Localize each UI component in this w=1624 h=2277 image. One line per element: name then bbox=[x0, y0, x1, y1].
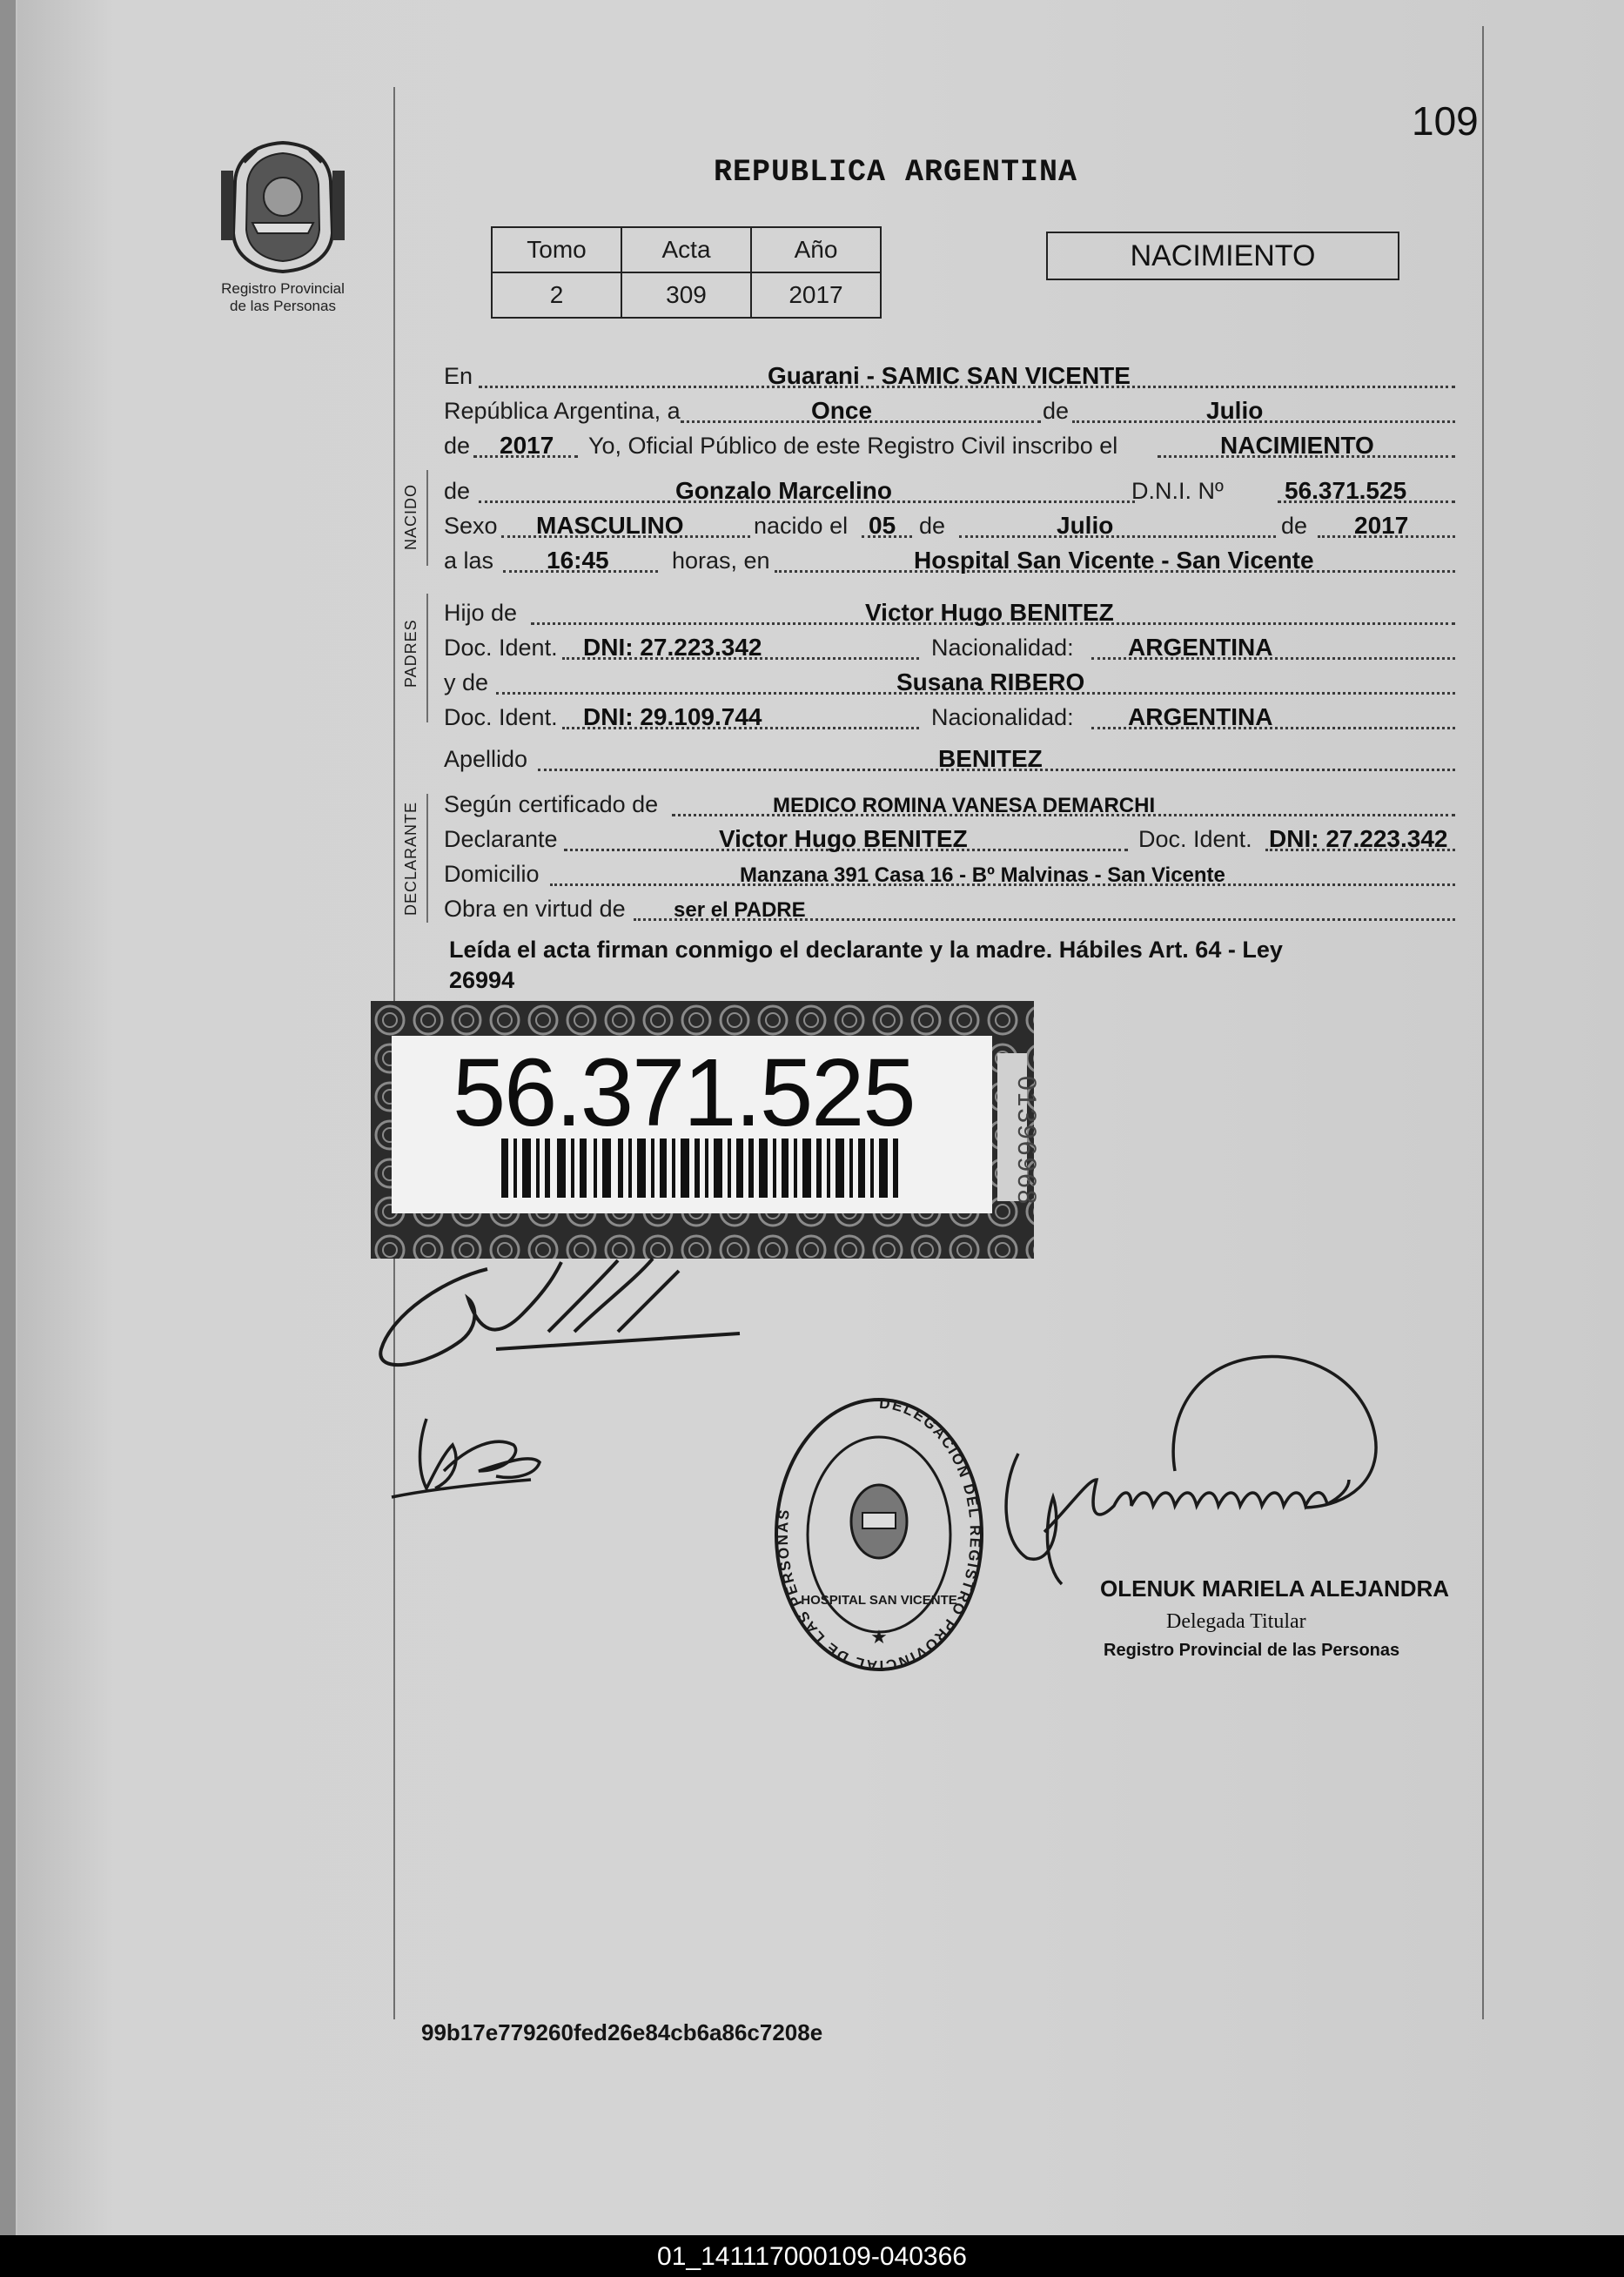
value-mother-nat: ARGENTINA bbox=[1128, 703, 1273, 730]
label-apellido: Apellido bbox=[444, 746, 528, 772]
label-republica: República Argentina, a bbox=[444, 398, 681, 424]
value-apellido: BENITEZ bbox=[938, 745, 1043, 772]
label-y-de: y de bbox=[444, 669, 489, 695]
document-type-box: NACIMIENTO bbox=[1046, 232, 1399, 280]
label-de-year: de bbox=[444, 433, 471, 459]
line-obra bbox=[444, 891, 1455, 926]
page-title: REPUBLICA ARGENTINA bbox=[714, 155, 1078, 190]
value-certificado: MEDICO ROMINA VANESA DEMARCHI bbox=[773, 794, 1156, 817]
stamp-outer-text: DELEGACION DEL REGISTRO PROVINCIAL DE LAS PERSONAS bbox=[774, 1394, 984, 1675]
line-republica bbox=[444, 393, 1455, 428]
label-de-birth-year: de bbox=[1281, 513, 1308, 539]
value-father-doc: DNI: 27.223.342 bbox=[583, 634, 762, 661]
side-label-padres: PADRES bbox=[402, 619, 419, 688]
sticker-serial: 01396968 bbox=[1012, 1076, 1041, 1206]
label-dni: D.N.I. Nº bbox=[1131, 478, 1224, 504]
label-father-doc: Doc. Ident. bbox=[444, 635, 558, 661]
side-label-nacido: NACIDO bbox=[402, 483, 419, 550]
value-name: Gonzalo Marcelino bbox=[675, 477, 892, 504]
signatory-title: Delegada Titular bbox=[1166, 1610, 1306, 1633]
line-domicilio bbox=[444, 856, 1455, 891]
line-certificado bbox=[444, 787, 1455, 822]
document-hash: 99b17e779260fed26e84cb6a86c7208e bbox=[421, 2019, 823, 2045]
label-certificado: Según certificado de bbox=[444, 791, 659, 817]
footer-file-id: 01_141117000109-040366 bbox=[657, 2242, 967, 2271]
logo-caption bbox=[191, 280, 374, 315]
logo-caption-line1: Registro Provincial bbox=[221, 280, 345, 297]
registry-table bbox=[491, 226, 882, 319]
value-obra: ser el PADRE bbox=[674, 898, 806, 922]
header-acta: Acta bbox=[621, 227, 751, 272]
logo-caption-line2: de las Personas bbox=[230, 298, 336, 314]
value-father: Victor Hugo BENITEZ bbox=[865, 599, 1114, 626]
label-de-birth-month: de bbox=[919, 513, 946, 539]
value-anio: 2017 bbox=[751, 272, 881, 318]
value-month: Julio bbox=[1206, 397, 1264, 424]
label-hijo-de: Hijo de bbox=[444, 600, 518, 626]
signature-madre bbox=[383, 1410, 557, 1515]
label-horas: horas, en bbox=[672, 547, 770, 574]
value-birth-month: Julio bbox=[1057, 512, 1114, 539]
line-sexo bbox=[444, 508, 1455, 543]
value-father-nat: ARGENTINA bbox=[1128, 634, 1273, 661]
stamp-star-icon: ★ bbox=[870, 1627, 888, 1649]
line-apellido bbox=[444, 742, 1455, 776]
right-margin-rule bbox=[1482, 26, 1484, 2019]
value-birth-day: 05 bbox=[869, 512, 896, 539]
value-tomo: 2 bbox=[492, 272, 621, 318]
province-seal-logo bbox=[218, 136, 348, 275]
section-rule-padres bbox=[426, 594, 428, 722]
value-mother-doc: DNI: 29.109.744 bbox=[583, 703, 762, 730]
sticker-number: 56.371.525 bbox=[453, 1039, 915, 1146]
line-father-doc bbox=[444, 630, 1455, 665]
label-name: de bbox=[444, 478, 471, 504]
header-anio: Año bbox=[751, 227, 881, 272]
header-tomo: Tomo bbox=[492, 227, 621, 272]
side-label-declarante: DECLARANTE bbox=[402, 801, 419, 916]
label-obra: Obra en virtud de bbox=[444, 896, 626, 922]
section-rule-nacido bbox=[426, 470, 428, 566]
label-en: En bbox=[444, 363, 473, 389]
line-mother-doc bbox=[444, 700, 1455, 735]
line-declarante bbox=[444, 822, 1455, 856]
signatory-org: Registro Provincial de las Personas bbox=[1104, 1641, 1400, 1660]
line-oficial bbox=[444, 428, 1455, 463]
official-stamp bbox=[770, 1391, 988, 1678]
scan-edge bbox=[0, 0, 16, 2235]
label-de-month: de bbox=[1043, 398, 1070, 424]
signature-delegada bbox=[992, 1349, 1419, 1610]
stamp-inner-text: HOSPITAL SAN VICENTE bbox=[801, 1593, 957, 1608]
label-domicilio: Domicilio bbox=[444, 861, 540, 887]
value-year: 2017 bbox=[500, 432, 554, 459]
label-mother-doc: Doc. Ident. bbox=[444, 704, 558, 730]
value-birth-time: 16:45 bbox=[547, 547, 609, 574]
line-time-place bbox=[444, 543, 1455, 578]
label-mother-nat: Nacionalidad: bbox=[931, 704, 1074, 730]
label-declarante: Declarante bbox=[444, 826, 558, 852]
value-dni: 56.371.525 bbox=[1285, 477, 1407, 504]
value-inscribo: NACIMIENTO bbox=[1220, 432, 1374, 459]
line-hijo-de bbox=[444, 595, 1455, 630]
label-oficial: Yo, Oficial Público de este Registro Civil inscribo el bbox=[588, 433, 1118, 459]
section-rule-declarante bbox=[426, 794, 428, 923]
value-decl-doc: DNI: 27.223.342 bbox=[1269, 825, 1448, 852]
label-decl-doc: Doc. Ident. bbox=[1138, 826, 1252, 852]
value-en: Guarani - SAMIC SAN VICENTE bbox=[768, 362, 1131, 389]
page-number: 109 bbox=[1412, 98, 1479, 144]
value-sexo: MASCULINO bbox=[536, 512, 684, 539]
label-sexo: Sexo bbox=[444, 513, 498, 539]
label-nacido: nacido el bbox=[754, 513, 849, 539]
value-declarante: Victor Hugo BENITEZ bbox=[719, 825, 968, 852]
closing-line1: Leída el acta firman conmigo el declarante y la madre. Hábiles Art. 64 - Ley bbox=[449, 937, 1283, 963]
signatory-name: OLENUK MARIELA ALEJANDRA bbox=[1100, 1575, 1450, 1602]
signature-declarante bbox=[374, 1253, 783, 1384]
label-a-las: a las bbox=[444, 547, 494, 574]
value-day-words: Once bbox=[811, 397, 873, 424]
line-name bbox=[444, 474, 1455, 508]
closing-statement bbox=[449, 935, 1459, 996]
value-birth-place: Hospital San Vicente - San Vicente bbox=[914, 547, 1314, 574]
value-acta: 309 bbox=[621, 272, 751, 318]
value-domicilio: Manzana 391 Casa 16 - Bº Malvinas - San Vicente bbox=[740, 863, 1225, 887]
line-y-de bbox=[444, 665, 1455, 700]
closing-line2: 26994 bbox=[449, 967, 515, 993]
label-father-nat: Nacionalidad: bbox=[931, 635, 1074, 661]
value-birth-year: 2017 bbox=[1354, 512, 1409, 539]
value-mother: Susana RIBERO bbox=[896, 668, 1085, 695]
line-en bbox=[444, 359, 1455, 393]
